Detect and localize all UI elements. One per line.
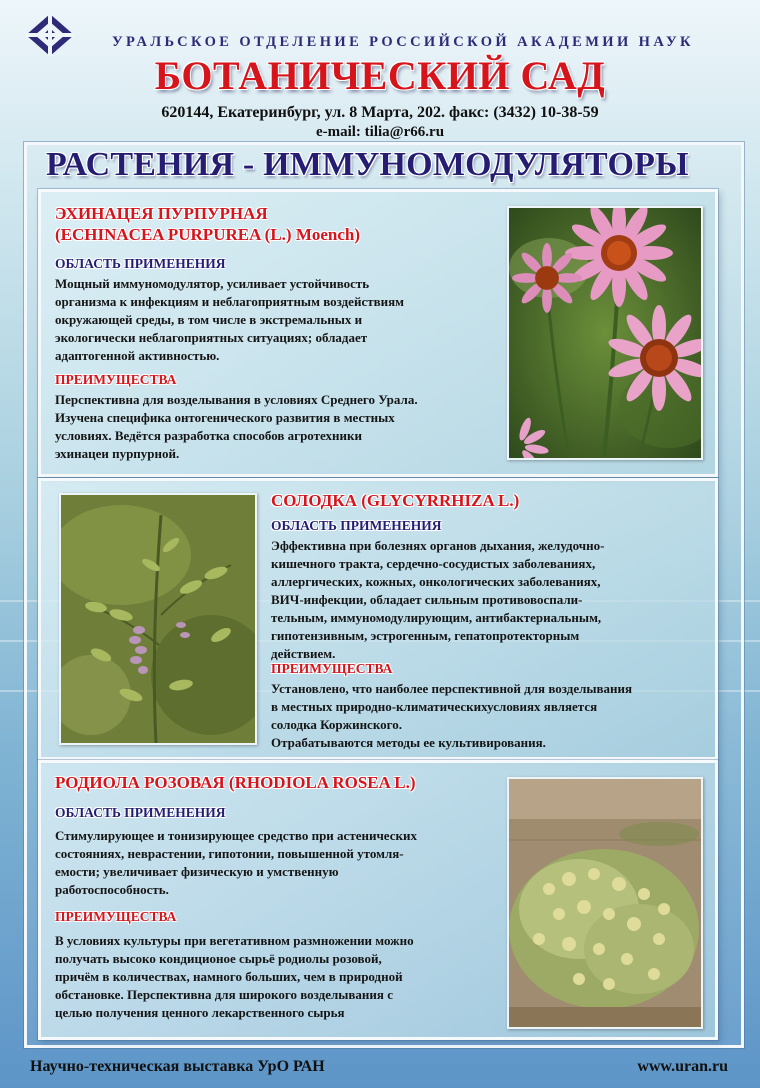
advantages-heading: ПРЕИМУЩЕСТВА <box>55 372 177 387</box>
section-title: РОДИОЛА РОЗОВАЯ (RHODIOLA ROSEA L.) <box>55 773 416 792</box>
application-heading: ОБЛАСТЬ ПРИМЕНЕНИЯ <box>55 256 226 271</box>
footer-exhibition: Научно-техническая выставка УрО РАН <box>30 1058 325 1075</box>
advantages-line: в местных природно-климатическихусловиях является <box>271 699 598 714</box>
echinacea-photo <box>507 206 703 460</box>
advantages-line: Отрабатываются методы ее культивирования. <box>271 735 546 750</box>
advantages-heading: ПРЕИМУЩЕСТВА <box>55 909 177 924</box>
footer-website-link[interactable]: www.uran.ru <box>637 1058 728 1075</box>
section-rhodiola <box>38 760 718 1040</box>
application-line: действием. <box>271 646 336 661</box>
advantages-line: эхинацеи пурпурной. <box>55 446 180 461</box>
application-heading: ОБЛАСТЬ ПРИМЕНЕНИЯ <box>271 518 442 533</box>
advantages-line: целью получения ценного лекарственного сырья <box>55 1005 345 1020</box>
application-line: Эффективна при болезнях органов дыхания, желудочно- <box>271 538 605 553</box>
application-line: Стимулирующее и тонизирующее средство при астенических <box>55 828 417 843</box>
advantages-line: Установлено, что наиболее перспективной для возделывания <box>271 681 633 696</box>
section-title: ЭХИНАЦЕЯ ПУРПУРНАЯ <box>55 204 268 223</box>
application-line: экологически неблагоприятных ситуациях; обладает <box>55 330 368 345</box>
rhodiola-photo <box>507 777 703 1029</box>
application-line: организма к инфекциям и неблагоприятным воздействиям <box>55 294 405 309</box>
application-line: состояниях, неврастении, гипотонии, повышенной утомля- <box>55 846 404 861</box>
glycyrrhiza-photo <box>59 493 257 745</box>
section-title: СОЛОДКА (GLYCYRRHIZA L.) <box>271 491 520 510</box>
application-line: ВИЧ-инфекции, обладает сильным противовоспали- <box>271 592 583 607</box>
advantages-line: получать высоко кондиционое сырьё родиолы розовой, <box>55 951 382 966</box>
garden-title: БОТАНИЧЕСКИЙ САД <box>154 53 606 98</box>
application-line: аллергических, кожных, онкологических заболеваниях, <box>271 574 601 589</box>
main-title: РАСТЕНИЯ - ИММУНОМОДУЛЯТОРЫ <box>46 146 689 183</box>
application-line: емости; увеличивает физическую и умственную <box>55 864 339 879</box>
application-line: окружающей среды, в том числе в экстремальных и <box>55 312 363 327</box>
organization-name: УРАЛЬСКОЕ ОТДЕЛЕНИЕ РОССИЙСКОЙ АКАДЕМИИ НАУК <box>112 34 694 50</box>
application-line: гипотензивным, эстрогенным, гепатопротекторным <box>271 628 580 643</box>
advantages-heading: ПРЕИМУЩЕСТВА <box>271 661 393 676</box>
advantages-line: Изучена специфика онтогенического развития в местных <box>55 410 395 425</box>
advantages-line: В условиях культуры при вегетативном размножении можно <box>55 933 414 948</box>
application-line: работоспособность. <box>55 882 169 897</box>
advantages-line: причём в количествах, намного больших, чем в природной <box>55 969 403 984</box>
advantages-line: Перспективна для возделывания в условиях Среднего Урала. <box>55 392 418 407</box>
section-glycyrrhiza <box>38 478 718 760</box>
application-heading: ОБЛАСТЬ ПРИМЕНЕНИЯ <box>55 805 226 820</box>
application-line: адаптогенной активностью. <box>55 348 220 363</box>
address: 620144, Екатеринбург, ул. 8 Марта, 202. факс: (3432) 10-38-59 <box>161 104 599 121</box>
section-title-latin: (ECHINACEA PURPUREA (L.) Moench) <box>55 225 361 244</box>
section-echinacea <box>38 189 718 477</box>
advantages-line: обстановке. Перспективна для широкого возделывания с <box>55 987 393 1002</box>
email: e-mail: tilia@r66.ru <box>315 124 445 140</box>
application-line: Мощный иммуномодулятор, усиливает устойчивость <box>55 276 370 291</box>
advantages-line: солодка Коржинского. <box>271 717 402 732</box>
application-line: тельным, иммуномодулирующим, антибактериальным, <box>271 610 602 625</box>
application-line: кишечного тракта, сердечно-сосудистых заболеваниях, <box>271 556 596 571</box>
advantages-line: условиях. Ведётся разработка способов агротехники <box>55 428 362 443</box>
